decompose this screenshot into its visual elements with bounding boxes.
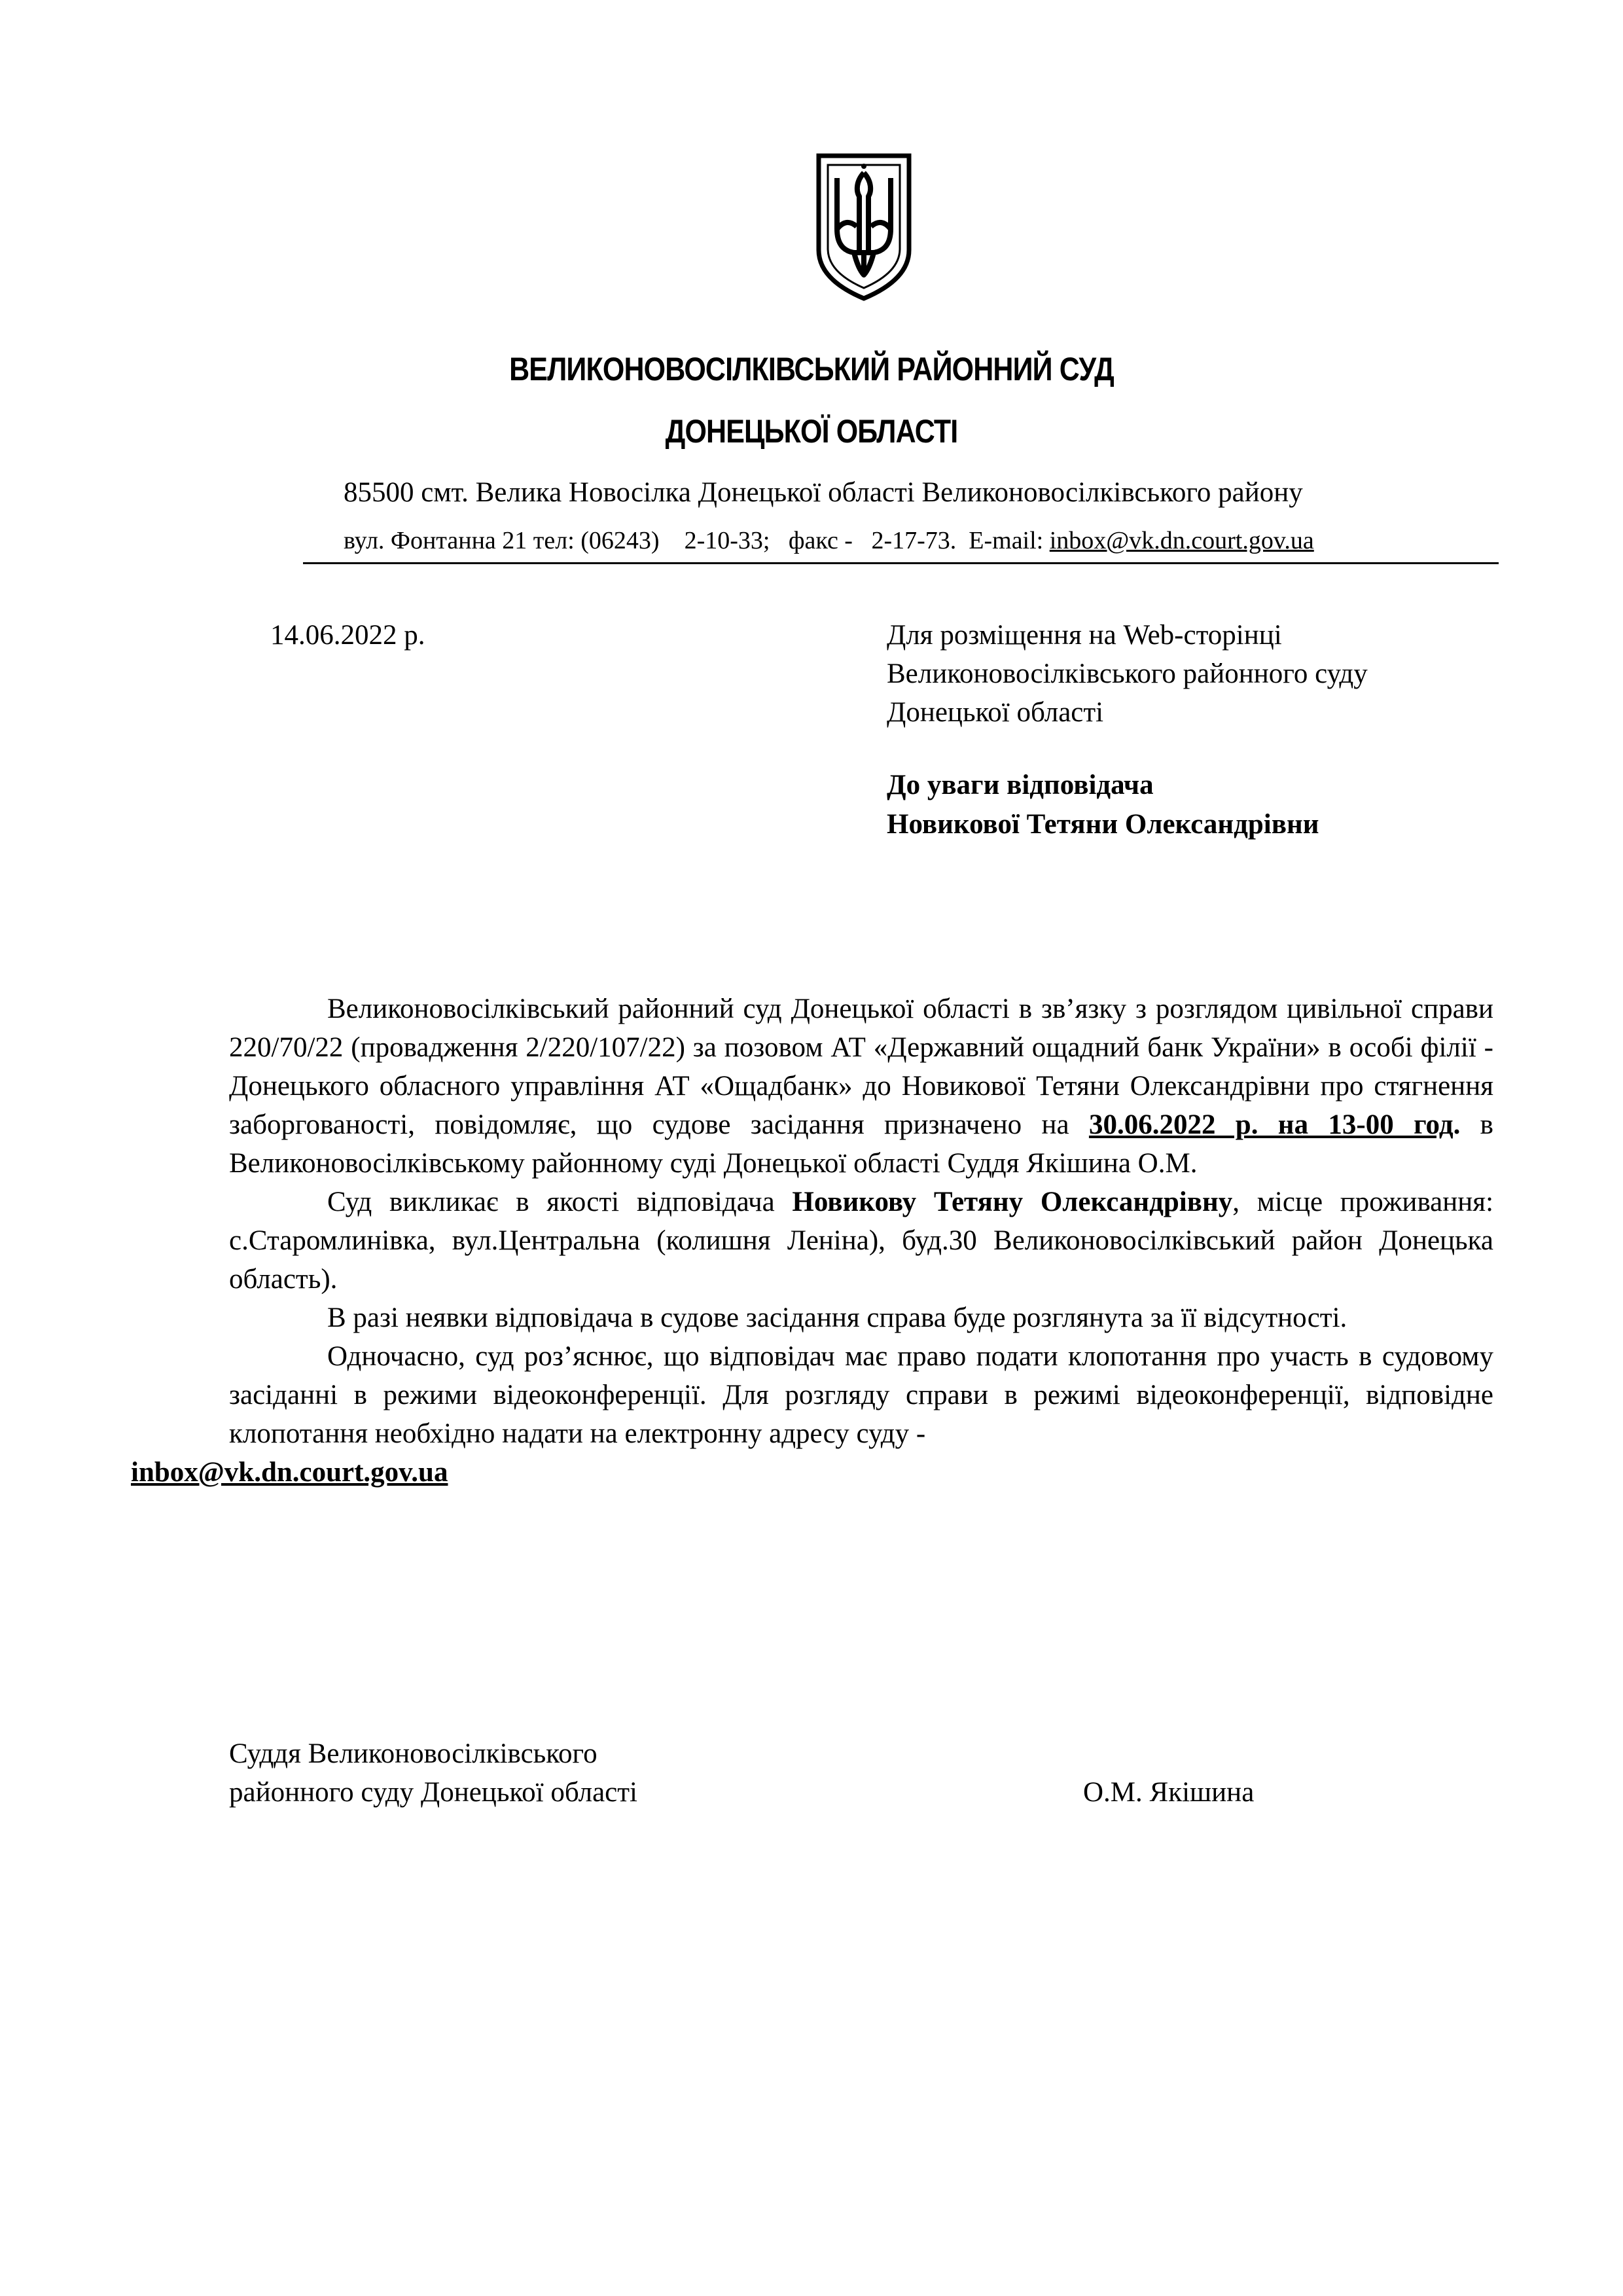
signature-title-line1: Суддя Великоновосілківського: [229, 1738, 597, 1769]
paragraph-text: Великоновосілківський районний суд Донецької області в зв’язку з розглядом цивільної справи 220/70/22 (провадження 2/220/107/22) за позовом АТ «Державний ощадний банк України» в особі філії - Донецького обласного управління АТ «Ощадбанк» до Новикової Тетяни Олександрівни про стягнення заборгованості, повідомляє, що судове засідання призначено на: [229, 994, 1493, 1140]
notice-paragraph-videoconference: [131, 1337, 1493, 1492]
defendant-name: Новикову Тетяну Олександрівну: [792, 1187, 1233, 1217]
paragraph-text: Одночасно, суд роз’яснює, що відповідач має право подати клопотання про участь в судовому засіданні в режими відеоконференції. Для розгляду справи в режимі відеоконференції, відповідне клопотання необхідно надати на електронну адресу суду -: [229, 1341, 1493, 1449]
paragraph-text: Суд викликає в якості відповідача: [327, 1187, 793, 1217]
notice-paragraph-hearing: [229, 990, 1493, 1183]
header-divider: [303, 562, 1499, 564]
attention-line2: Новикової Тетяни Олександрівни: [887, 809, 1319, 840]
document-date: 14.06.2022 р.: [270, 620, 425, 651]
contact-details: вул. Фонтанна 21 тел: (06243) 2-10-33; факс - 2-17-73. E-mail:: [344, 527, 1050, 554]
attention-line1: До уваги відповідача: [887, 770, 1154, 800]
paragraph-text: , місце проживання: с.Старомлинівка, вул.Центральна (колишня Леніна), буд.30 Великоновосілківський район Донецька область).: [229, 1187, 1494, 1295]
period: .: [1453, 1109, 1461, 1140]
trident-coat-of-arms-icon: [815, 152, 913, 302]
court-address-line2: [344, 526, 1314, 555]
notice-paragraph-absence: В разі неявки відповідача в судове засідання справа буде розглянута за її відсутності.: [327, 1302, 1347, 1333]
court-address-line1: 85500 смт. Велика Новосілка Донецької області Великоновосілківського району: [344, 477, 1303, 508]
recipient-line1: Для розміщення на Web-сторінці: [887, 620, 1282, 651]
recipient-line3: Донецької області: [887, 697, 1104, 728]
judge-name: О.М. Якішина: [1083, 1777, 1255, 1808]
court-name-line2: ДОНЕЦЬКОЇ ОБЛАСТІ: [665, 413, 958, 450]
notice-body: [131, 990, 1494, 1492]
court-name-line1: ВЕЛИКОНОВОСІЛКІВСЬКИЙ РАЙОННИЙ СУД: [509, 351, 1114, 387]
signature-title-line2: районного суду Донецької області: [229, 1777, 638, 1808]
header-email-link[interactable]: inbox@vk.dn.court.gov.ua: [1049, 527, 1314, 554]
hearing-datetime: 30.06.2022 р. на 13-00 год: [1088, 1109, 1454, 1140]
notice-paragraph-summons: [229, 1183, 1493, 1299]
court-email-link[interactable]: inbox@vk.dn.court.gov.ua: [131, 1457, 448, 1488]
paragraph-text-tail: в Великоновосілківському районному суді Донецької області Суддя Якішина О.М.: [229, 1109, 1493, 1179]
recipient-line2: Великоновосілківського районного суду: [887, 658, 1368, 689]
